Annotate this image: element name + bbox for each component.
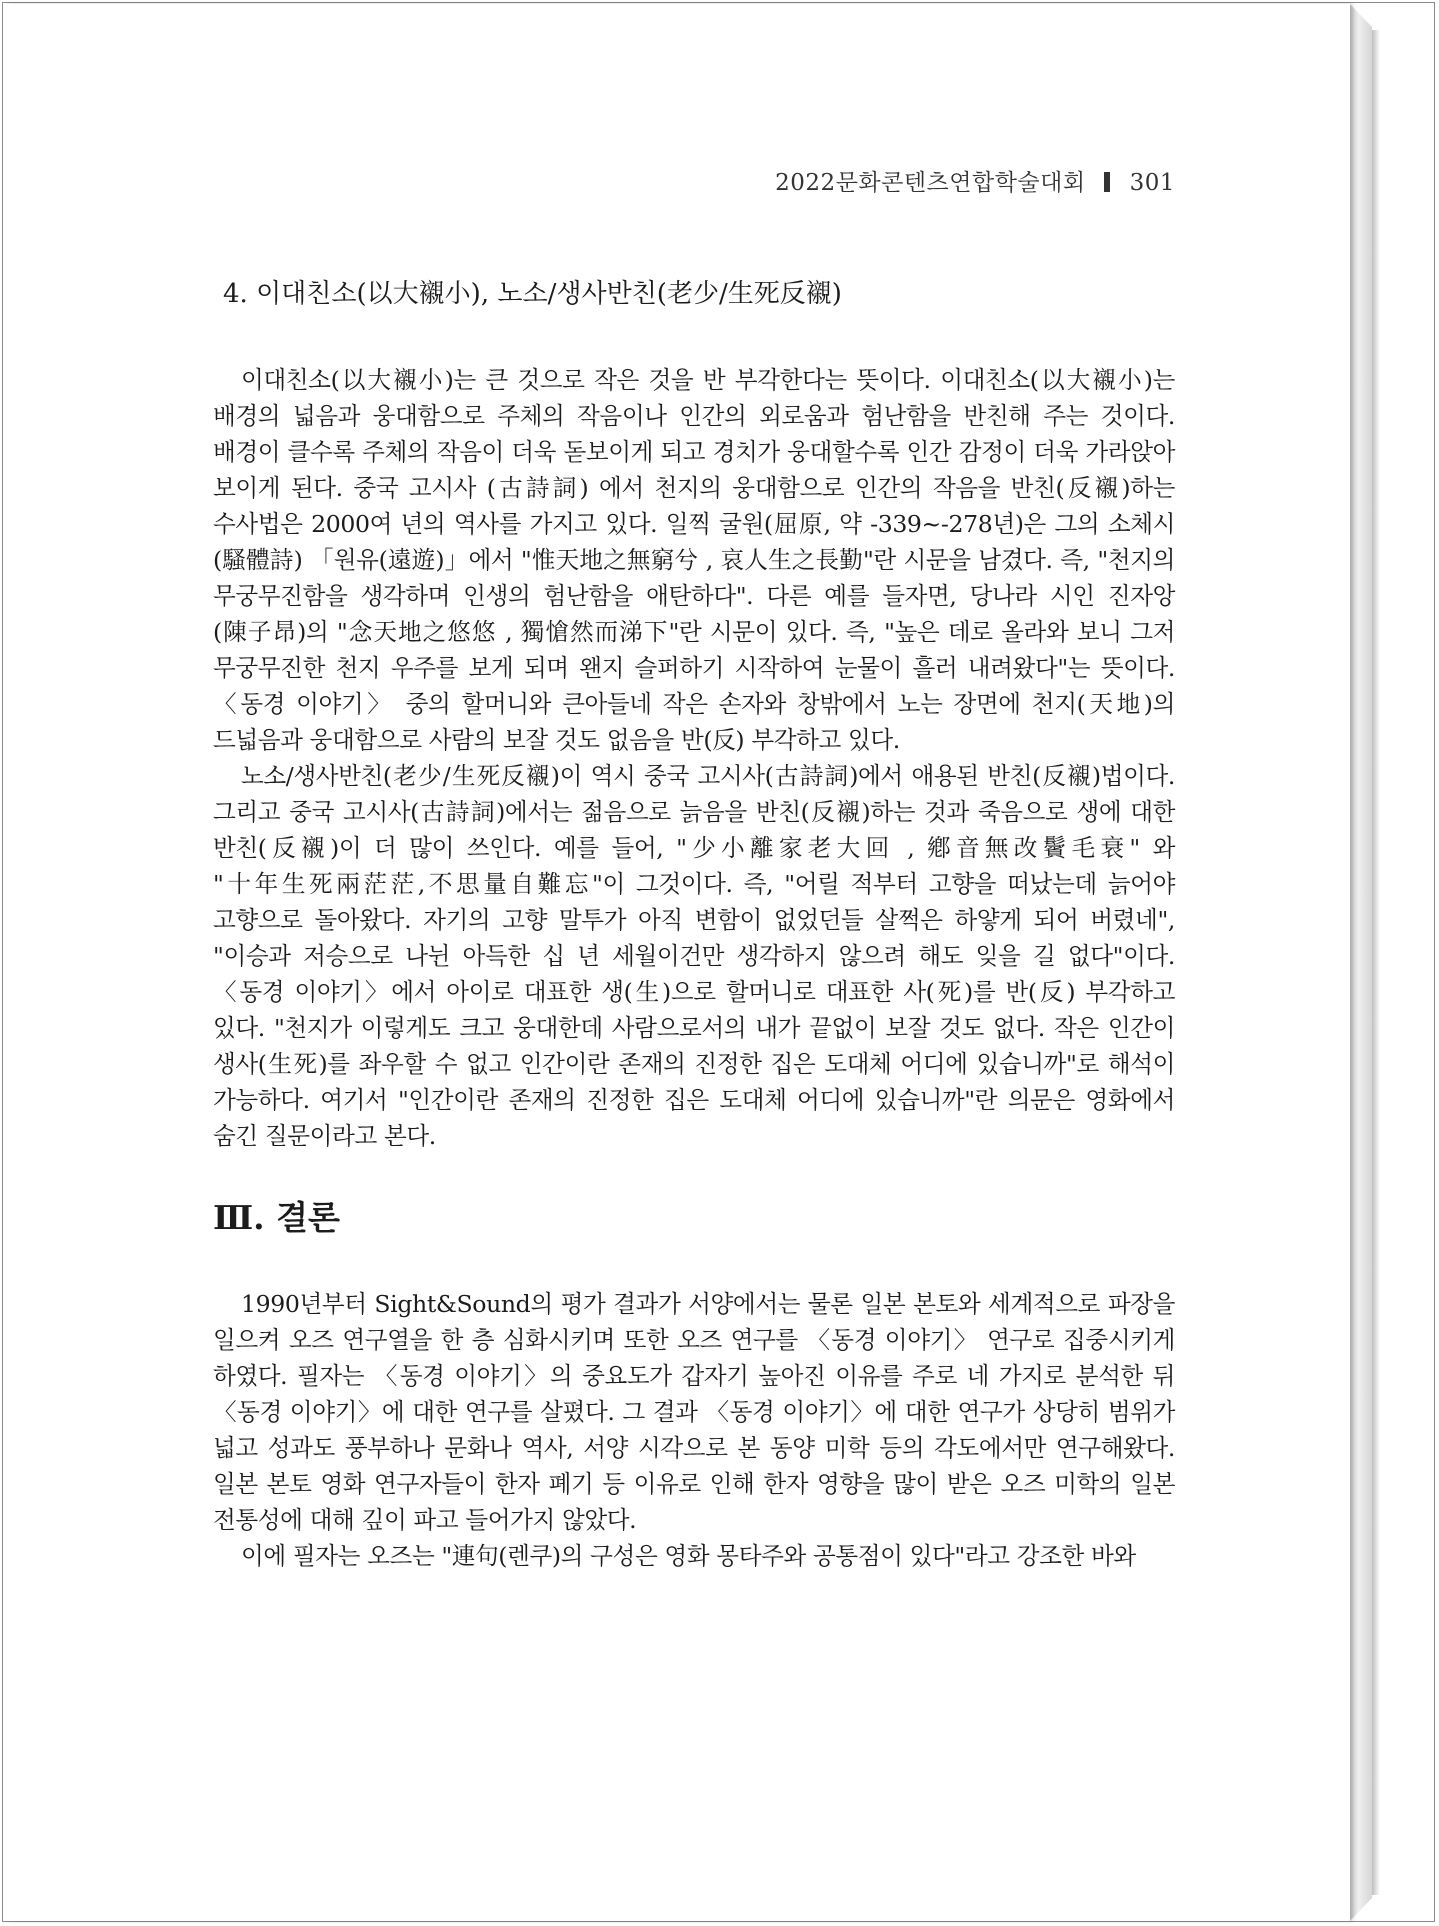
conclusion-paragraph-2: 이에 필자는 오즈는 "連句(렌쿠)의 구성은 영화 몽타주와 공통점이 있다"라고 강조한 바와 xyxy=(241,1542,1136,1570)
running-header xyxy=(735,164,1175,197)
conclusion-paragraph-1: 1990년부터 Sight&Sound의 평가 결과가 서양에서는 물론 일본 본토와 세계적으로 파장을 일으켜 오즈 연구열을 한 층 심화시키며 또한 오즈 연구를 〈동경 이야기〉 연구로 집중시키게 하였다. 필자는 〈동경 이야기〉의 중요도가 갑자기 높아진 이유를 주로 네 가지로 분석한 뒤 〈동경 이야기〉에 대한 연구를 살폈다. 그 결과 〈동경 이야기〉에 대한 연구가 상당히 범위가 넓고 성과도 풍부하나 문화나 역사, 서양 시각으로 본 동양 미학 등의 각도에서만 연구해왔다. 일본 본토 영화 연구자들이 한자 폐기 등 이유로 인해 한자 영향을 많이 받은 오즈 미학의 일본 전통성에 대해 깊이 파고 들어가지 않았다. xyxy=(213,1290,1175,1534)
subsection-title: 4. 이대친소(以大襯小), 노소/생사반친(老少/生死反襯) xyxy=(223,279,842,309)
page-stack-edge xyxy=(1350,4,1372,1921)
body-paragraph-1: 이대친소(以大襯小)는 큰 것으로 작은 것을 반 부각한다는 뜻이다. 이대친소(以大襯小)는 배경의 넓음과 웅대함으로 주체의 작음이나 인간의 외로움과 험난함을 반친해 주는 것이다. 배경이 클수록 주체의 작음이 더욱 돋보이게 되고 경치가 웅대할수록 인간 감정이 더욱 가라앉아 보이게 된다. 중국 고시사 (古詩詞) 에서 천지의 웅대함으로 인간의 작음을 반친(反襯)하는 수사법은 2000여 년의 역사를 가지고 있다. 일찍 굴원(屈原, 약 -339~-278년)은 그의 소체시(騷體詩) 「원유(遠遊)」에서 "惟天地之無窮兮 , 哀人生之長勤"란 시문을 남겼다. 즉, "천지의 무궁무진함을 생각하며 인생의 험난함을 애탄하다". 다른 예를 들자면, 당나라 시인 진자앙(陳子昂)의 "念天地之悠悠 , 獨愴然而涕下"란 시문이 있다. 즉, "높은 데로 올라와 보니 그저 무궁무진한 천지 우주를 보게 되며 왠지 슬퍼하기 시작하여 눈물이 흘러 내려왔다"는 뜻이다. 〈동경 이야기〉 중의 할머니와 큰아들네 작은 손자와 창밖에서 노는 장면에 천지(天地)의 드넓음과 웅대함으로 사람의 보잘 것도 없음을 반(反) 부각하고 있다. xyxy=(213,366,1175,754)
document-page xyxy=(5,4,1350,1921)
body-paragraph-2: 노소/생사반친(老少/生死反襯)이 역시 중국 고시사(古詩詞)에서 애용된 반친(反襯)법이다. 그리고 중국 고시사(古詩詞)에서는 젊음으로 늙음을 반친(反襯)하는 것과 죽음으로 생에 대한 반친(反襯)이 더 많이 쓰인다. 예를 들어, "少小離家老大回 , 鄕音無改鬢毛衰" 와 "十年生死兩茫茫,不思量自難忘"이 그것이다. 즉, "어릴 적부터 고향을 떠났는데 늙어야 고향으로 돌아왔다. 자기의 고향 말투가 아직 변함이 없었던들 살쩍은 하얗게 되어 버렸네", "이승과 저승으로 나뉜 아득한 십 년 세월이건만 생각하지 않으려 해도 잊을 길 없다"이다. 〈동경 이야기〉에서 아이로 대표한 생(生)으로 할머니로 대표한 사(死)를 반(反) 부각하고 있다. "천지가 이렇게도 크고 웅대한데 사람으로서의 내가 끝없이 보잘 것도 없다. 작은 인간이 생사(生死)를 좌우할 수 없고 인간이란 존재의 진정한 집은 도대체 어디에 있습니까"로 해석이 가능하다. 여기서 "인간이란 존재의 진정한 집은 도대체 어디에 있습니까"란 의문은 영화에서 숨긴 질문이라고 본다. xyxy=(213,762,1175,1150)
page-number: 301 xyxy=(1129,170,1175,196)
page-body xyxy=(213,274,1175,1574)
page-shadow xyxy=(1372,30,1380,1895)
header-separator xyxy=(1104,172,1110,192)
section-title: Ⅲ. 결론 xyxy=(213,1198,340,1237)
running-title: 2022문화콘텐츠연합학술대회 xyxy=(775,170,1086,196)
